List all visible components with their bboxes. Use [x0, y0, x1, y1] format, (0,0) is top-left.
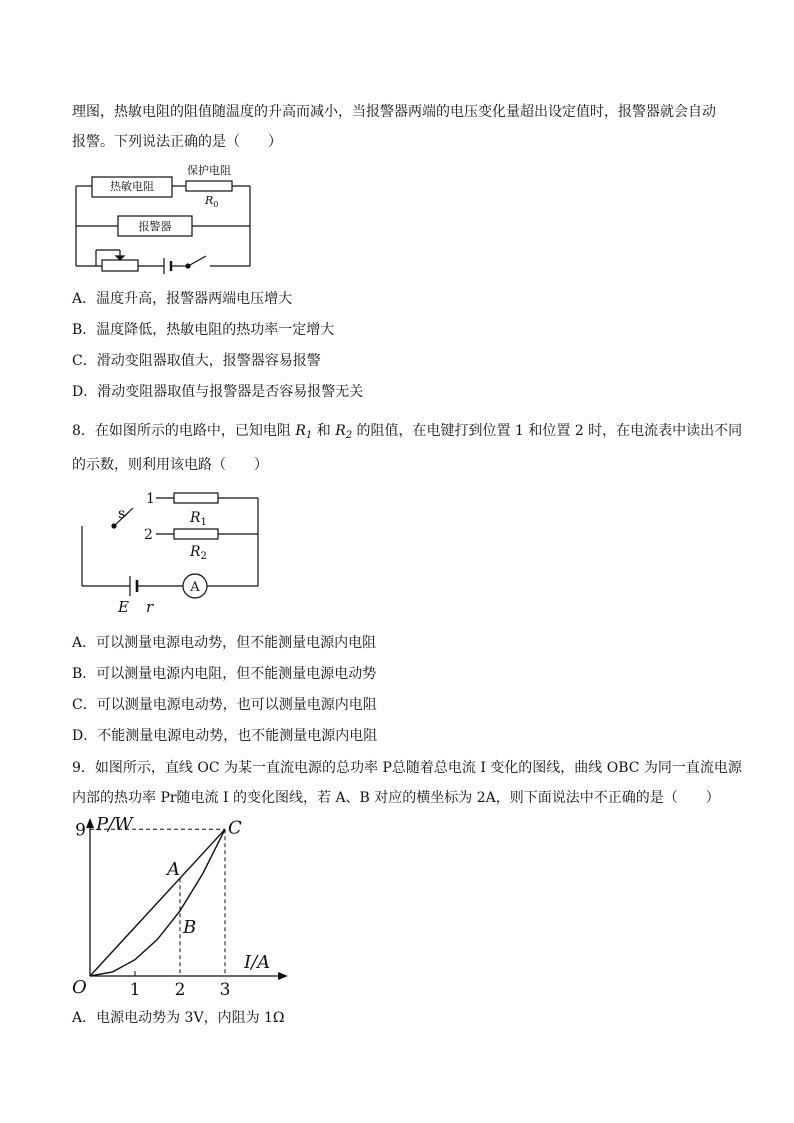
ammeter-label: A — [190, 580, 200, 595]
q7-line-2: 报警。下列说法正确的是（ ） — [72, 134, 282, 150]
q8-circuit-diagram — [70, 488, 270, 618]
x-axis-label: I/A — [244, 952, 271, 973]
x-axis-arrow — [278, 972, 288, 980]
x-tick-label-3: 3 — [219, 980, 231, 1000]
q7-circuit-diagram — [60, 160, 270, 275]
point-a-label: A — [167, 859, 180, 881]
q8-option-a: A．可以测量电源电动势，但不能测量电源内电阻 — [72, 635, 377, 651]
q8-option-b: B．可以测量电源内电阻，但不能测量电源电动势 — [72, 666, 377, 682]
r1-resistor — [174, 493, 218, 503]
q7-option-b: B．温度降低，热敏电阻的热功率一定增大 — [72, 322, 335, 338]
q7-line-1: 理图，热敏电阻的阻值随温度的升高而减小，当报警器两端的电压变化量超出设定值时，报警器就会自动 — [72, 104, 716, 120]
r1-label: $R_1$ — [190, 510, 207, 528]
x-tick-label-1: 1 — [129, 980, 141, 1000]
q8-option-c: C．可以测量电源电动势，也可以测量电源内电阻 — [72, 697, 377, 713]
y-axis-arrow — [86, 818, 94, 828]
q7-option-c: C．滑动变阻器取值大，报警器容易报警 — [72, 353, 321, 369]
position-1-label: 1 — [146, 491, 155, 507]
q8-line-1 — [72, 421, 742, 446]
thermistor-label: 热敏电阻 — [110, 180, 154, 193]
protect-resistor — [186, 181, 232, 191]
position-2-label: 2 — [144, 527, 153, 543]
r2-resistor — [174, 529, 218, 539]
q8-line-1-end: 的阻值，在电键打到位置 1 和位置 2 时，在电流表中读出不同 — [352, 423, 743, 439]
y-tick-label-9: 9 — [75, 820, 86, 841]
series-oc-line — [90, 829, 225, 976]
q8-line-2: 的示数，则利用该电路（ ） — [72, 457, 268, 473]
x-tick-label-2: 2 — [174, 980, 186, 1000]
y-axis-label: P/W — [96, 814, 133, 835]
r0-label: $R_0$ — [205, 194, 219, 209]
emf-e-label: E — [118, 598, 129, 616]
q9-line-1: 9．如图所示，直线 OC 为某一直流电源的总功率 P总随着总电流 I 变化的图线，曲线 OBC 为同一直流电源 — [72, 760, 742, 776]
q8-r2-symbol: $R_2$ — [335, 423, 353, 441]
protect-resistor-label: 保护电阻 — [187, 164, 231, 177]
r2-label: $R_2$ — [190, 544, 207, 562]
point-c-label: C — [228, 817, 242, 839]
q7-option-a: A．温度升高，报警器两端电压增大 — [72, 291, 293, 307]
q8-and: 和 — [312, 423, 336, 439]
q8-line-1-start: 8．在如图所示的电路中，已知电阻 — [72, 423, 296, 439]
q9-option-a: A．电源电动势为 3V，内阻为 1Ω — [72, 1010, 285, 1026]
q9-power-current-chart — [60, 808, 290, 1008]
q8-r1-symbol: $R_1$ — [295, 423, 313, 441]
alarm-label: 报警器 — [138, 220, 172, 233]
q8-option-d: D．不能测量电源电动势，也不能测量电源内电阻 — [72, 728, 378, 744]
point-b-label: B — [183, 916, 197, 938]
switch-s-label: s — [118, 506, 126, 522]
q7-option-d: D．滑动变阻器取值与报警器是否容易报警无关 — [72, 384, 364, 400]
rheostat — [102, 260, 138, 271]
internal-r-label: r — [146, 598, 154, 616]
origin-label: O — [72, 977, 87, 998]
q9-line-2: 内部的热功率 Pr随电流 I 的变化图线，若 A、B 对应的横坐标为 2A，则下面说法中不正确的是（ ） — [72, 790, 720, 806]
